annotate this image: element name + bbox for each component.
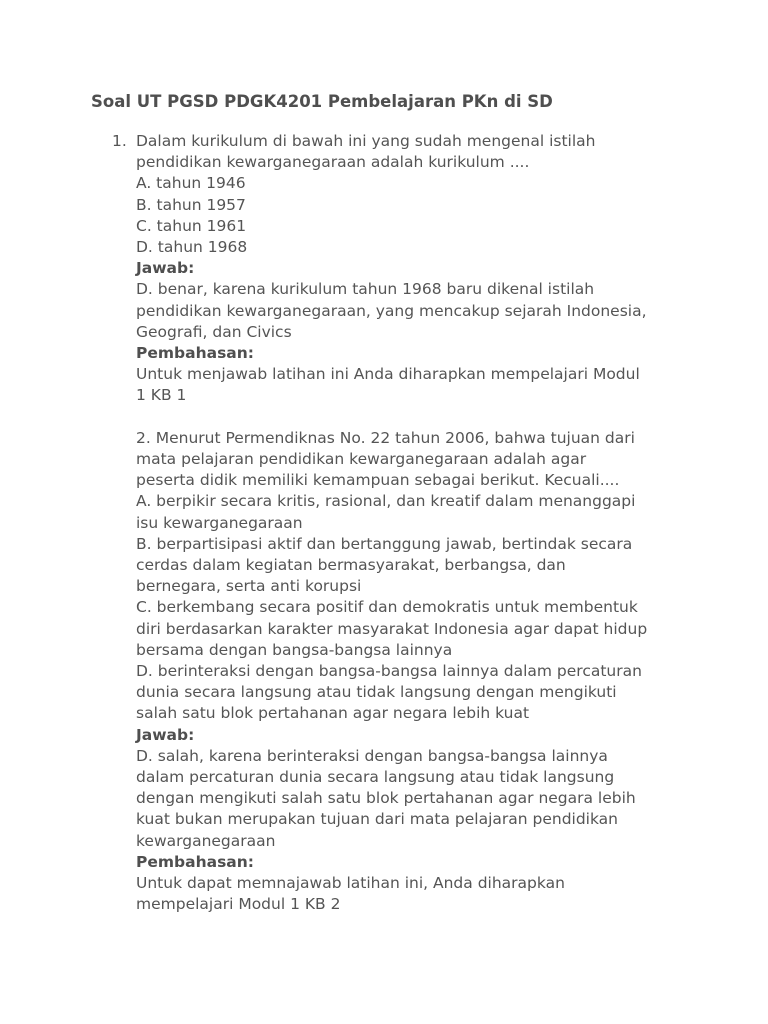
question-2 bbox=[136, 428, 696, 916]
question-1-answer-line: D. benar, karena kurikulum tahun 1968 baru dikenal istilah bbox=[136, 280, 595, 299]
question-1-text-line: Dalam kurikulum di bawah ini yang sudah mengenal istilah bbox=[136, 132, 596, 150]
question-2-option-b: B. berpartisipasi aktif dan bertanggung jawab, bertindak secara bbox=[136, 534, 633, 553]
page-title: Soal UT PGSD PDGK4201 Pembelajaran PKn di SD bbox=[91, 92, 553, 111]
question-2-answer-line: kuat bukan merupakan tujuan dari mata pelajaran pendidikan bbox=[136, 810, 619, 829]
question-1 bbox=[112, 131, 696, 407]
question-1-option-a: A. tahun 1946 bbox=[136, 174, 246, 193]
spacer bbox=[136, 407, 696, 428]
question-2-option-b: cerdas dalam kegiatan bermasyarakat, berbangsa, dan bbox=[136, 556, 566, 575]
question-1-number: 1. bbox=[112, 132, 127, 150]
question-2-option-c: diri berdasarkan karakter masyarakat Indonesia agar dapat hidup bbox=[136, 619, 648, 638]
question-1-discussion-line: Untuk menjawab latihan ini Anda diharapkan mempelajari Modul bbox=[136, 365, 640, 384]
question-2-option-d: salah satu blok pertahanan agar negara lebih kuat bbox=[136, 704, 530, 723]
question-1-discussion-line: 1 KB 1 bbox=[136, 386, 187, 405]
question-1-answer-line: pendidikan kewarganegaraan, yang mencakup sejarah Indonesia, bbox=[136, 301, 647, 320]
question-2-option-a: A. berpikir secara kritis, rasional, dan kreatif dalam menanggapi bbox=[136, 492, 636, 511]
question-2-answer-line: kewarganegaraan bbox=[136, 831, 276, 850]
question-2-discussion-line: Untuk dapat memnajawab latihan ini, Anda diharapkan bbox=[136, 874, 565, 893]
question-2-option-c: C. berkembang secara positif dan demokratis untuk membentuk bbox=[136, 598, 638, 617]
question-1-option-d: D. tahun 1968 bbox=[136, 238, 248, 257]
question-2-option-d: D. berinteraksi dengan bangsa-bangsa lainnya dalam percaturan bbox=[136, 662, 642, 681]
question-2-discussion-line: mempelajari Modul 1 KB 2 bbox=[136, 895, 341, 914]
question-1-option-b: B. tahun 1957 bbox=[136, 195, 246, 214]
question-2-option-c: bersama dengan bangsa-bangsa lainnya bbox=[136, 640, 453, 659]
question-2-option-b: bernegara, serta anti korupsi bbox=[136, 577, 362, 596]
question-1-discussion-label: Pembahasan: bbox=[136, 344, 254, 363]
question-1-answer-line: Geografi, dan Civics bbox=[136, 322, 292, 341]
question-2-answer-label: Jawab: bbox=[136, 725, 195, 744]
question-2-text-line: mata pelajaran pendidikan kewarganegaraan adalah agar bbox=[136, 450, 587, 469]
question-2-discussion-label: Pembahasan: bbox=[136, 852, 254, 871]
question-2-answer-line: D. salah, karena berinteraksi dengan bangsa-bangsa lainnya bbox=[136, 746, 608, 765]
question-2-option-a: isu kewarganegaraan bbox=[136, 513, 303, 532]
question-1-answer-label: Jawab: bbox=[136, 259, 195, 278]
question-2-text-line: peserta didik memiliki kemampuan sebagai berikut. Kecuali.... bbox=[136, 471, 620, 490]
question-list bbox=[112, 131, 696, 916]
question-2-option-d: dunia secara langsung atau tidak langsung dengan mengikuti bbox=[136, 683, 617, 702]
question-1-option-c: C. tahun 1961 bbox=[136, 216, 247, 235]
question-2-answer-line: dengan mengikuti salah satu blok pertahanan agar negara lebih bbox=[136, 789, 636, 808]
question-2-text-line: 2. Menurut Permendiknas No. 22 tahun 2006, bahwa tujuan dari bbox=[136, 428, 635, 447]
question-2-answer-line: dalam percaturan dunia secara langsung atau tidak langsung bbox=[136, 768, 615, 787]
question-1-text-line: pendidikan kewarganegaraan adalah kurikulum .... bbox=[136, 153, 530, 172]
